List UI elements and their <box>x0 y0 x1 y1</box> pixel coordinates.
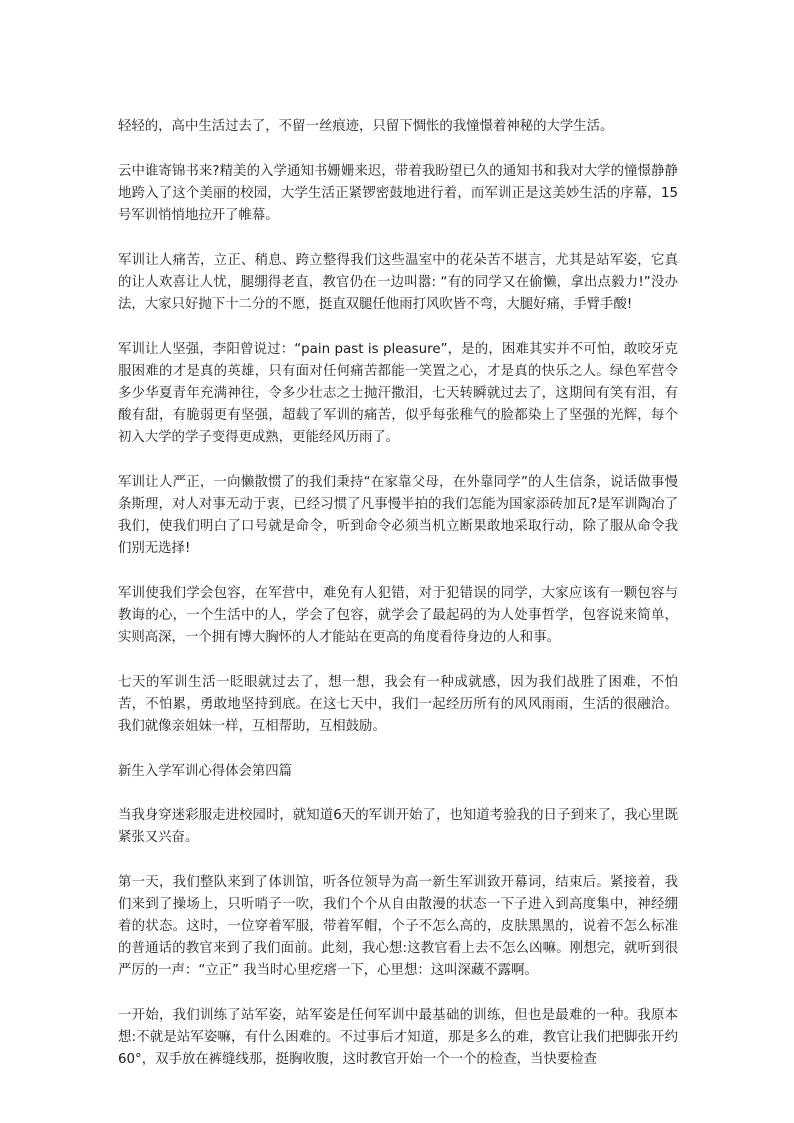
paragraph: 军训使我们学会包容，在军营中，难免有人犯错，对于犯错误的同学，大家应该有一颗包容与教诲的心，一个生活中的人，学会了包容，就学会了最起码的为人处事哲学，包容说来简单，实则高深，一个拥有博大胸怀的人才能站在更高的角度看待身边的人和事。 <box>118 586 678 645</box>
section-title: 新生入学军训心得体会第四篇 <box>118 764 293 779</box>
paragraph: 一开始，我们训练了站军姿，站军姿是任何军训中最基础的训练，但也是最难的一种。我原本想:不就是站军姿嘛，有什么困难的。不过事后才知道，那是多么的难，教官让我们把脚张开约 60°，双手放在裤缝线那，挺胸收腹，这时教官开始一个一个的检查，当快要检查 <box>118 1008 678 1067</box>
paragraph: 军训让人坚强，李阳曾说过：“pain past is pleasure”，是的，困难其实并不可怕，敢咬牙克服困难的才是真的英雄，只有面对任何痛苦都能一笑置之心，才是真的快乐之人。绿色军营令多少华夏青年充满神往，令多少壮志之士抛汗撒泪，七天转瞬就过去了，这期间有笑有泪，有酸有甜，有脆弱更有坚强，超载了军训的痛苦，似乎每张稚气的脸都染上了坚强的光辉，每个初入大学的学子变得更成熟，更能经风历雨了。 <box>118 342 678 445</box>
document-body <box>118 116 678 1094</box>
paragraph: 第一天，我们整队来到了体训馆，听各位领导为高一新生军训致开幕词，结束后。紧接着，我们来到了操场上，只听哨子一吹，我们个个从自由散漫的状态一下子进入到高度集中，神经绷着的状态。这时，一位穿着军服，带着军帽，个子不怎么高的，皮肤黑黑的，说着不怎么标准的普通话的教官来到了我们面前。此刻，我心想:这教官看上去不怎么凶嘛。刚想完，就听到很严厉的一声：“立正” 我当时心里疙瘩一下，心里想：这叫深藏不露啊。 <box>118 875 678 978</box>
paragraph: 军训让人严正，一向懒散惯了的我们秉持“在家靠父母，在外靠同学”的人生信条，说话做事慢条斯理，对人对事无动于衷，已经习惯了凡事慢半拍的我们怎能为国家添砖加瓦?是军训陶冶了我们，使我们明白了口号就是命令，听到命令必须当机立断果敢地采取行动，除了服从命令我们别无选择! <box>118 475 678 556</box>
paragraph: 军训让人痛苦，立正、稍息、跨立整得我们这些温室中的花朵苦不堪言，尤其是站军姿，它真的让人欢喜让人忧，腿绷得老直，教官仍在一边叫嚣: “有的同学又在偷懒，拿出点毅力!”没办法，大家只好抛下十二分的不愿，挺直双腿任他雨打风吹皆不弯，大腿好痛，手臂手酸! <box>118 253 678 312</box>
paragraph: 轻轻的，高中生活过去了，不留一丝痕迹，只留下惆怅的我憧憬着神秘的大学生活。 <box>118 119 614 134</box>
paragraph: 七天的军训生活一眨眼就过去了，想一想，我会有一种成就感，因为我们战胜了困难，不怕苦，不怕累，勇敢地坚持到底。在这七天中，我们一起经历所有的风风雨雨，生活的很融洽。我们就像亲姐妹一样，互相帮助，互相鼓励。 <box>118 675 678 734</box>
paragraph: 云中谁寄锦书来?精美的入学通知书姗姗来迟，带着我盼望已久的通知书和我对大学的憧憬静静地跨入了这个美丽的校园，大学生活正紧锣密鼓地进行着，而军训正是这美妙生活的序幕，15号军训悄悄地拉开了帷幕。 <box>118 164 678 223</box>
paragraph: 当我身穿迷彩服走进校园时，就知道6天的军训开始了，也知道考验我的日子到来了，我心里既紧张又兴奋。 <box>118 808 678 845</box>
